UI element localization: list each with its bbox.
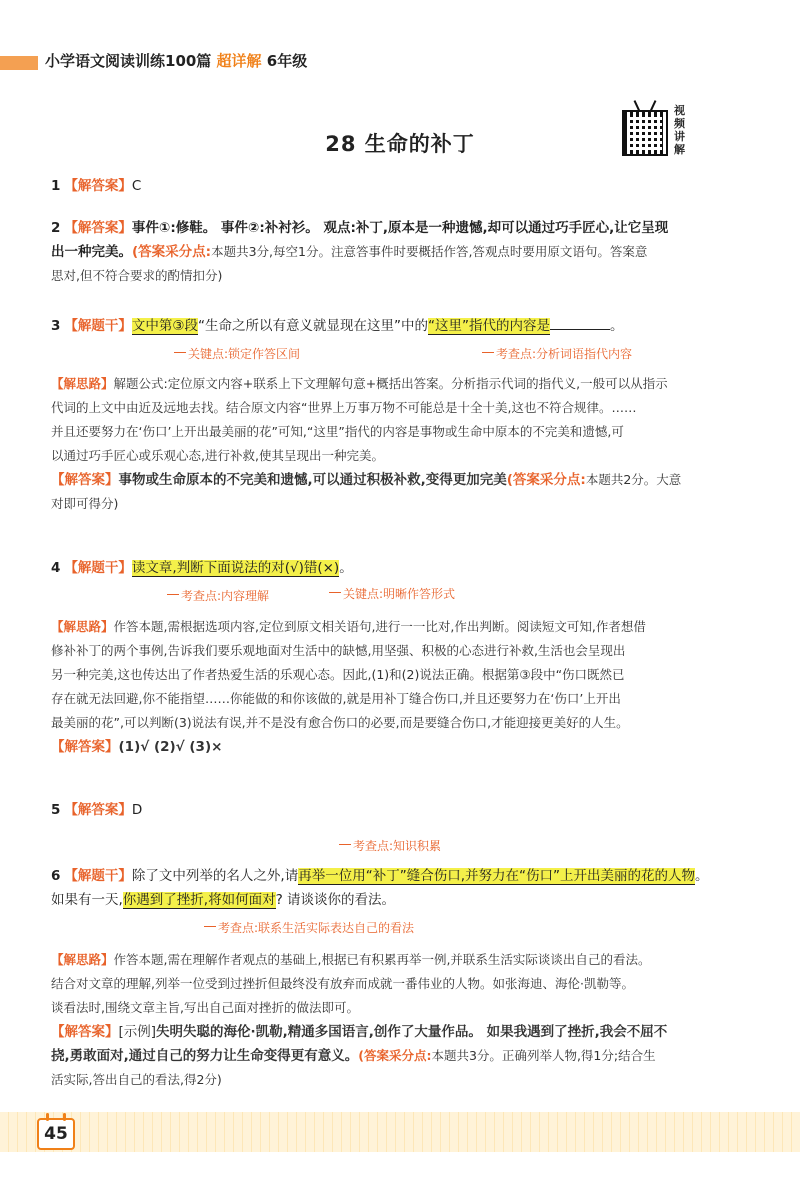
analysis-text: 存在就无法回避,你不能指望……你能做的和你该做的,就是用补丁缝合伤口,并且还要努力在‘伤口’上开出 (51, 691, 621, 706)
answer-tag: 【解答案】 (64, 178, 132, 194)
question-number: 5 (51, 802, 61, 818)
analysis-text: 并且还要努力在‘伤口’上开出最美丽的花”可知,“这里”指代的内容是事物或生命中原本的不完美和遗憾,可 (51, 424, 624, 439)
score-note: 活实际,答出自己的看法,得2分) (51, 1072, 222, 1087)
annotation: 考查点:内容理解 (181, 584, 269, 608)
annotation: 考查点:知识积累 (353, 834, 441, 858)
annotation: 考查点:联系生活实际表达自己的看法 (218, 916, 414, 940)
analysis-tag: 【解思路】 (51, 376, 114, 391)
analysis-text: 另一种完美,这也传达出了作者热爱生活的乐观心态。因此,(1)和(2)说法正确。根据第③段中“伤口既然已 (51, 667, 625, 682)
answer-text: D (131, 802, 143, 818)
stem-text: “生命之所以有意义就显现在这里”中的 (198, 318, 429, 334)
analysis-text: 代词的上文中由近及远地去找。结合原文内容“世界上万事万物不可能总是十全十美,这也不符合规律。…… (51, 400, 637, 415)
score-note: 思对,但不符合要求的酌情扣分) (51, 268, 223, 283)
analysis-text: 最美丽的花”,可以判断(3)说法有误,并不是没有愈合伤口的必要,而是要缝合伤口,才能迎接更美好的人生。 (51, 715, 629, 730)
annotation: 关键点:锁定作答区间 (188, 342, 300, 366)
question-4-analysis (51, 615, 767, 759)
answer-text: 出一种完美。 (51, 244, 132, 260)
analysis-text: 作答本题,需根据选项内容,定位到原文相关语句,进行一一比对,作出判断。阅读短文可知,作者想借 (113, 619, 646, 634)
header-accent-bar (0, 56, 38, 70)
stem-text: ? 请谈谈你的看法。 (275, 892, 396, 908)
question-number: 1 (51, 178, 61, 194)
annotation: 关键点:明晰作答形式 (343, 582, 455, 606)
question-6-analysis (51, 948, 767, 1092)
question-4 (51, 556, 767, 580)
answer-tag: 【解答案】 (51, 472, 119, 488)
question-number: 4 (51, 560, 61, 576)
question-3 (51, 314, 767, 338)
stem-highlight: “这里”指代的内容是 (428, 318, 551, 334)
answer-text: C (131, 178, 142, 194)
stem-tag: 【解题干】 (64, 868, 132, 884)
answer-tag: 【解答案】 (51, 739, 119, 755)
stem-text: 。 (339, 560, 353, 576)
stem-tag: 【解题干】 (64, 560, 132, 576)
stem-highlight: 你遇到了挫折,将如何面对 (122, 892, 276, 908)
question-number: 2 (51, 220, 61, 236)
analysis-text: 谈看法时,围绕文章主旨,写出自己面对挫折的做法即可。 (51, 1000, 359, 1015)
answer-text: 挠,勇敢面对,通过自己的努力让生命变得更有意义。 (51, 1048, 359, 1064)
answer-text: 事物或生命原本的不完美和遗憾,可以通过积极补救,变得更加完美 (118, 472, 507, 488)
stem-text: 。 (694, 868, 709, 884)
answer-text: 事件①:修鞋。 事件②:补衬衫。 观点:补丁,原本是一种遗憾,却可以通过巧手匠心,让它呈现 (131, 220, 669, 236)
annotation: 考查点:分析词语指代内容 (496, 342, 632, 366)
answer-tag: 【解答案】 (51, 1024, 119, 1040)
answer-prefix: [示例] (118, 1024, 157, 1040)
question-number: 6 (51, 868, 61, 884)
question-6 (51, 864, 767, 912)
qr-code-icon (622, 110, 668, 156)
stem-text: 。 (610, 318, 624, 334)
score-note: 本题共3分,每空1分。注意答事件时要概括作答,答观点时要用原文语句。答案意 (211, 244, 648, 259)
question-5 (51, 798, 767, 822)
stem-text: 如果有一天, (51, 892, 123, 908)
answer-text: 失明失聪的海伦·凯勒,精通多国语言,创作了大量作品。 如果我遇到了挫折,我会不屈不 (156, 1024, 668, 1040)
answer-text: (1)√ (2)√ (3)× (118, 739, 223, 755)
qr-label: 视频讲解 (674, 104, 685, 156)
answer-tag: 【解答案】 (64, 220, 132, 236)
book-header (45, 50, 307, 71)
score-note: 本题共3分。正确列举人物,得1分;结合生 (431, 1048, 656, 1063)
stem-highlight: 文中第③段 (131, 318, 199, 334)
stem-highlight: 读文章,判断下面说法的 (131, 560, 272, 576)
analysis-tag: 【解思路】 (51, 619, 114, 634)
analysis-text: 结合对文章的理解,列举一位受到过挫折但最终没有放弃而成就一番伟业的人物。如张海迪、海伦·凯勒等。 (51, 976, 634, 991)
analysis-text: 作答本题,需在理解作者观点的基础上,根据已有积累再举一例,并联系生活实际谈谈出自己的看法。 (113, 952, 651, 967)
qr-code[interactable] (622, 100, 686, 160)
question-2 (51, 216, 767, 288)
footer-band (0, 1112, 800, 1152)
stem-highlight: 再举一位用“补丁”缝合伤口,并努力在“伤口”上开出美丽的花的人物 (298, 868, 695, 884)
book-grade: 6年级 (266, 52, 308, 70)
analysis-text: 修补补丁的两个事例,告诉我们要乐观地面对生活中的缺憾,用坚强、积极的心态进行补救,生活也会呈现出 (51, 643, 626, 658)
question-number: 3 (51, 318, 61, 334)
stem-text: 除了文中列举的名人之外,请 (131, 868, 299, 884)
analysis-text: 解题公式:定位原文内容+联系上下文理解句意+概括出答案。分析指示代词的指代义,一般可以从指示 (113, 376, 668, 391)
page-title: 28 生命的补丁 (325, 132, 475, 156)
analysis-text: 以通过巧手匠心或乐观心态,进行补救,使其呈现出一种完美。 (51, 448, 384, 463)
score-note: 对即可得分) (51, 496, 119, 511)
stem-highlight: 对(√)错(×) (271, 560, 340, 576)
stem-tag: 【解题干】 (64, 318, 132, 334)
answer-tag: 【解答案】 (64, 802, 132, 818)
analysis-tag: 【解思路】 (51, 952, 114, 967)
question-1 (51, 174, 767, 198)
page-number: 45 (37, 1118, 75, 1150)
score-tag: (答案采分点: (358, 1048, 432, 1063)
score-tag: (答案采分点: (506, 472, 586, 488)
book-title: 小学语文阅读训练100篇 (45, 52, 212, 70)
score-tag: (答案采分点: (132, 244, 212, 260)
book-accent: 超详解 (216, 52, 262, 70)
score-note: 本题共2分。大意 (585, 472, 682, 487)
question-3-analysis (51, 372, 767, 516)
answer-blank (550, 329, 610, 330)
